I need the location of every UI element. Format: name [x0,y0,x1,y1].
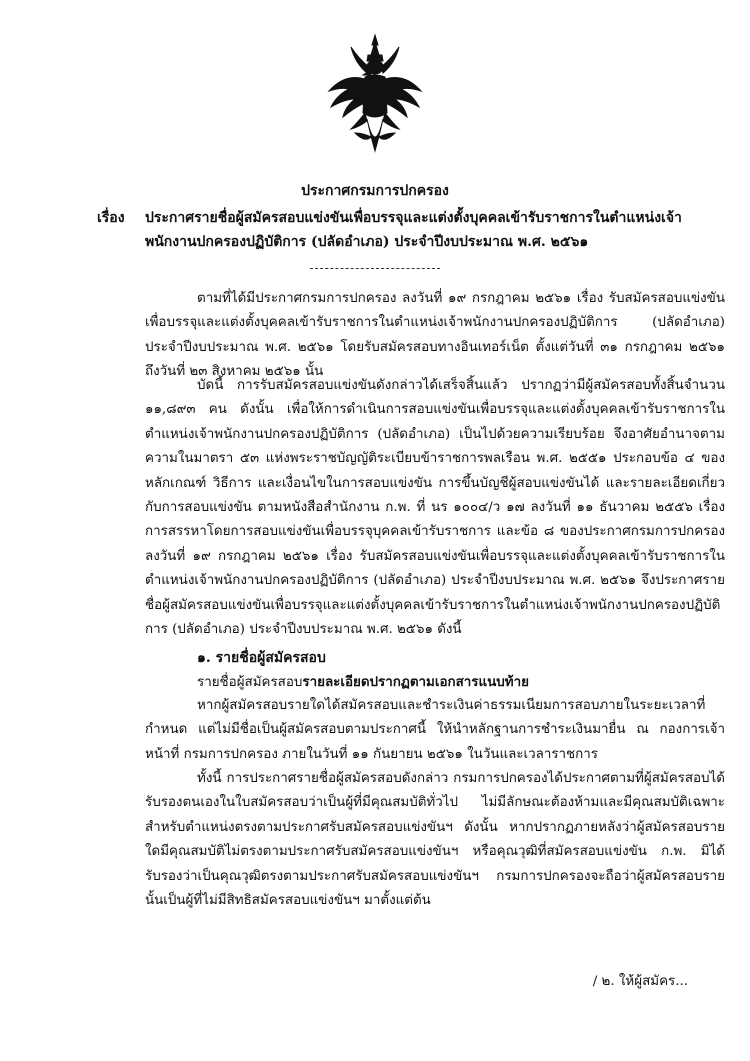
garuda-emblem-icon [325,33,425,155]
section-1-heading: ๑. รายชื่อผู้สมัครสอบ [197,650,326,666]
paragraph-reference: ตามที่ได้มีประกาศกรมการปกครอง ลงวันที่ ๑๙ กรกฎาคม ๒๕๖๑ เรื่อง รับสมัครสอบแข่งขันเพื่อบรรจุและแต่งตั้งบุคคลเข้ารับราชการในตำแหน่งเจ้าพนักงานปกครองปฏิบัติการ (ปลัดอำเภอ) ประจำปีงบประมาณ พ.ศ. ๒๕๖๑ โดยรับสมัครสอบทางอินเทอร์เน็ต ตั้งแต่วันที่ ๓๑ กรกฎาคม ๒๕๖๑ ถึงวันที่ ๒๓ สิงหาคม ๒๕๖๑ นั้น [145,291,725,380]
paragraph-missing-names: หากผู้สมัครสอบรายใดได้สมัครสอบและชำระเงินค่าธรรมเนียมการสอบภายในระยะเวลาที่กำหนด แต่ไม่มีชื่อเป็นผู้สมัครสอบตามประกาศนี้ ให้นำหลักฐานการชำระเงินมายื่น ณ กองการเจ้าหน้าที่ กรมการปกครอง ภายในวันที่ ๑๑ กันยายน ๒๕๖๑ ในวันและเวลาราชการ [145,698,725,762]
section-1-line [145,670,725,695]
separator-line [310,268,440,269]
page-continuation: / ๒. ให้ผู้สมัคร... [592,974,688,989]
subject-label: เรื่อง [97,210,125,226]
paragraph-announcement: บัดนี้ การรับสมัครสอบแข่งขันดังกล่าวได้เสร็จสิ้นแล้ว ปรากฏว่ามีผู้สมัครสอบทั้งสิ้นจำนวน ๑๑,๘๙๓ คน ดังนั้น เพื่อให้การดำเนินการสอบแข่งขันเพื่อบรรจุและแต่งตั้งบุคคลเข้ารับราชการในตำแหน่งเจ้าพนักงานปกครองปฏิบัติการ (ปลัดอำเภอ) เป็นไปด้วยความเรียบร้อย จึงอาศัยอำนาจตามความในมาตรา ๕๓ แห่งพระราชบัญญัติระเบียบข้าราชการพลเรือน พ.ศ. ๒๕๕๑ ประกอบข้อ ๔ ของหลักเกณฑ์ วิธีการ และเงื่อนไขในการสอบแข่งขัน การขึ้นบัญชีผู้สอบแข่งขันได้ และรายละเอียดเกี่ยวกับการสอบแข่งขัน ตามหนังสือสำนักงาน ก.พ. ที่ นร ๑๐๐๔/ว ๑๗ ลงวันที่ ๑๑ ธันวาคม ๒๕๕๖ เรื่อง การสรรหาโดยการสอบแข่งขันเพื่อบรรจุบุคคลเข้ารับราชการ และข้อ ๘ ของประกาศกรมการปกครอง ลงวันที่ ๑๙ กรกฎาคม ๒๕๖๑ เรื่อง รับสมัครสอบแข่งขันเพื่อบรรจุและแต่งตั้งบุคคลเข้ารับราชการในตำแหน่งเจ้าพนักงานปกครองปฏิบัติการ (ปลัดอำเภอ) ประจำปีงบประมาณ พ.ศ. ๒๕๖๑ จึงประกาศรายชื่อผู้สมัครสอบแข่งขันเพื่อบรรจุและแต่งตั้งบุคคลเข้ารับราชการในตำแหน่งเจ้าพนักงานปกครองปฏิบัติการ (ปลัดอำเภอ) ประจำปีงบประมาณ พ.ศ. ๒๕๖๑ ดังนี้ [145,378,725,638]
paragraph-qualification: ทั้งนี้ การประกาศรายชื่อผู้สมัครสอบดังกล่าว กรมการปกครองได้ประกาศตามที่ผู้สมัครสอบได้รับรองตนเองในใบสมัครสอบว่าเป็นผู้ที่มีคุณสมบัติทั่วไป ไม่มีลักษณะต้องห้ามและมีคุณสมบัติเฉพาะสำหรับตำแหน่งตรงตามประกาศรับสมัครสอบแข่งขันฯ ดังนั้น หากปรากฏภายหลังว่าผู้สมัครสอบรายใดมีคุณสมบัติไม่ตรงตามประกาศรับสมัครสอบแข่งขันฯ หรือคุณวุฒิที่สมัครสอบแข่งขัน ก.พ. มิได้รับรองว่าเป็นคุณวุฒิตรงตามประกาศรับสมัครสอบแข่งขันฯ กรมการปกครองจะถือว่าผู้สมัครสอบรายนั้นเป็นผู้ที่ไม่มีสิทธิสมัครสอบแข่งขันฯ มาตั้งแต่ต้น [145,771,725,909]
subject-block [97,206,725,254]
section-1-line-prefix: รายชื่อผู้สมัครสอบ [197,675,303,690]
section-1-line-bold: รายละเอียดปรากฏตามเอกสารแนบท้าย [302,674,529,690]
subject-text: ประกาศรายชื่อผู้สมัครสอบแข่งขันเพื่อบรรจุและแต่งตั้งบุคคลเข้ารับราชการในตำแหน่งเจ้าพนักงานปกครองปฏิบัติการ (ปลัดอำเภอ) ประจำปีงบประมาณ พ.ศ. ๒๕๖๑ [145,210,682,250]
document-title: ประกาศกรมการปกครอง [301,183,449,199]
